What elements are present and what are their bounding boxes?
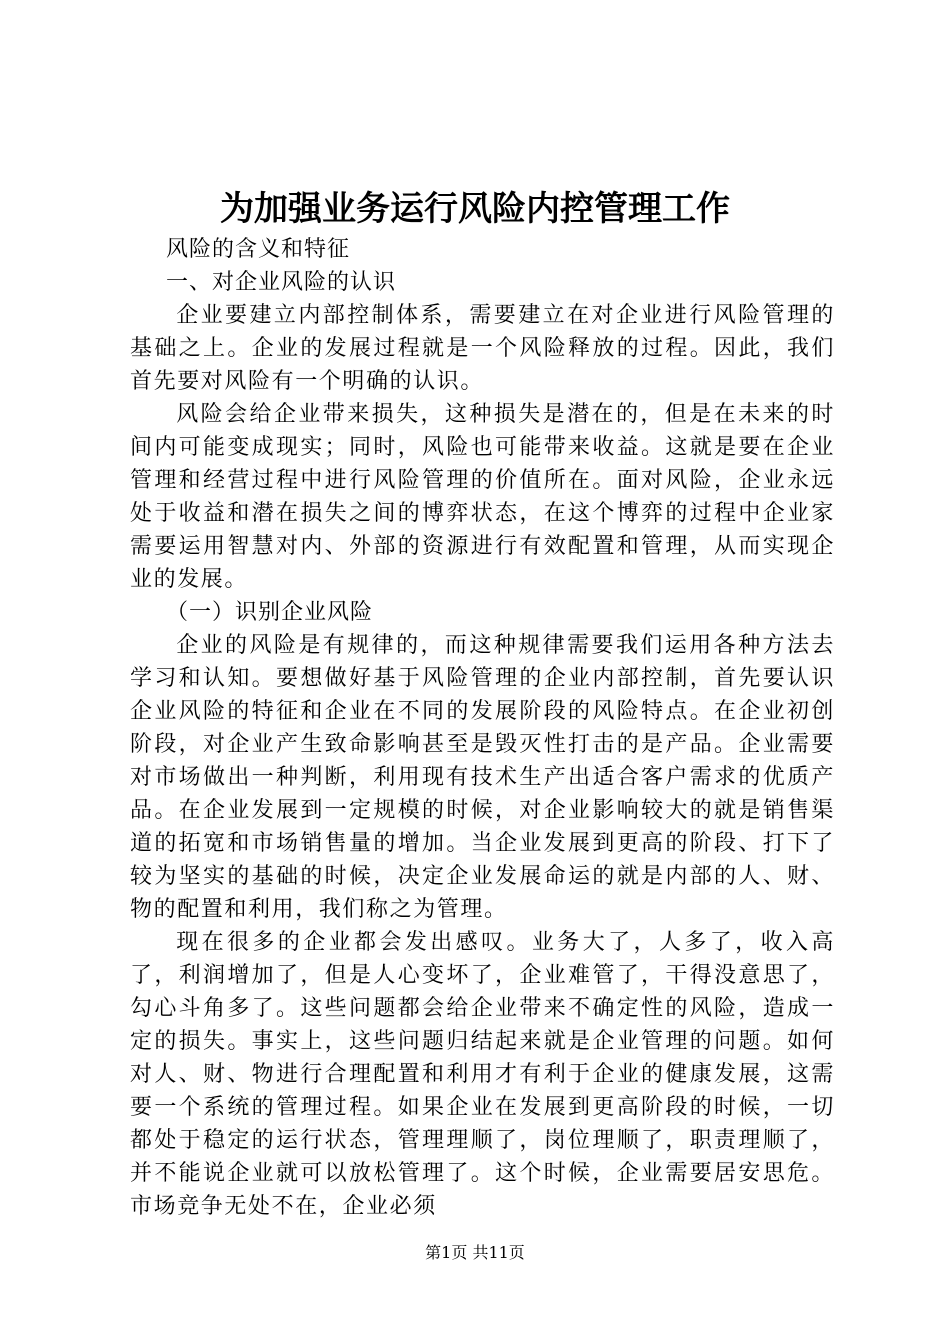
subheading-meaning: 风险的含义和特征: [166, 237, 351, 262]
section-heading-1: 一、对企业风险的认识: [166, 270, 397, 295]
paragraph: 现在很多的企业都会发出感叹。业务大了，人多了，收入高了，利润增加了，但是人心变坏了，企业难管了，干得没意思了，勾心斗角多了。这些问题都会给企业带来不确定性的风险，造成一定的损失。事实上，这些问题归结起来就是企业管理的问题。如何对人、财、物进行合理配置和利用才有利于企业的健康发展，这需要一个系统的管理过程。如果企业在发展到更高阶段的时候，一切都处于稳定的运行状态，管理理顺了，岗位理顺了，职责理顺了，并不能说企业就可以放松管理了。这个时候，企业需要居安思危。市场竞争无处不在，企业必须: [130, 930, 835, 1219]
paragraph: 风险会给企业带来损失，这种损失是潜在的，但是在未来的时间内可能变成现实；同时，风险也可能带来收益。这就是要在企业管理和经营过程中进行风险管理的价值所在。面对风险，企业永远处于收益和潜在损失之间的博弈状态，在这个博弈的过程中企业家需要运用智慧对内、外部的资源进行有效配置和管理，从而实现企业的发展。: [130, 402, 835, 592]
paragraph: 企业的风险是有规律的，而这种规律需要我们运用各种方法去学习和认知。要想做好基于风险管理的企业内部控制，首先要认识企业风险的特征和企业在不同的发展阶段的风险特点。在企业初创阶段，对企业产生致命影响甚至是毁灭性打击的是产品。企业需要对市场做出一种判断，利用现有技术生产出适合客户需求的优质产品。在企业发展到一定规模的时候，对企业影响较大的就是销售渠道的拓宽和市场销售量的增加。当企业发展到更高的阶段、打下了较为坚实的基础的时候，决定企业发展命运的就是内部的人、财、物的配置和利用，我们称之为管理。: [130, 633, 835, 922]
document-title: 为加强业务运行风险内控管理工作: [220, 189, 730, 229]
document-body: [130, 233, 835, 1223]
page-number-footer: 第1页 共11页: [425, 1243, 525, 1262]
subsection-heading-1: （一）识别企业风险: [166, 600, 374, 625]
paragraph: 企业要建立内部控制体系，需要建立在对企业进行风险管理的基础之上。企业的发展过程就是一个风险释放的过程。因此，我们首先要对风险有一个明确的认识。: [130, 303, 835, 394]
